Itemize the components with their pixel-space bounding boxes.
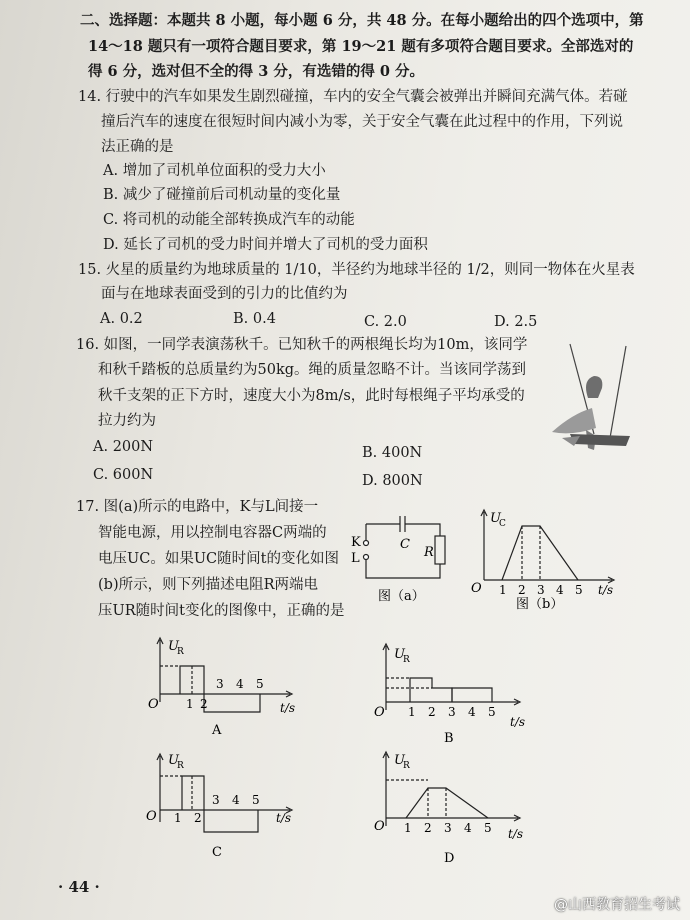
choice-d-ylabel: U bbox=[394, 753, 405, 768]
choice-c-letter: C bbox=[212, 845, 222, 860]
choice-a-tick: 1 bbox=[186, 697, 194, 711]
q15-stem-line1: 15. 火星的质量约为地球质量的 1/10，半径约为地球半径的 1/2，则同一物体在火星表 bbox=[78, 262, 635, 278]
section-title-line1: 二、选择题：本题共 8 小题，每小题 6 分，共 48 分。在每小题给出的四个选项中，第 bbox=[80, 12, 644, 29]
q14-option-a: A. 增加了司机单位面积的受力大小 bbox=[103, 163, 326, 179]
choice-a-xlabel: t/s bbox=[280, 701, 296, 715]
q17-stem-line3: 电压UC。如果UC随时间t的变化如图 bbox=[98, 551, 339, 567]
choice-d-tick: 5 bbox=[484, 821, 492, 835]
q14-stem-line2: 撞后汽车的速度在很短时间内减小为零，关于安全气囊在此过程中的作用，下列说 bbox=[101, 114, 623, 130]
graph-b-tick: 4 bbox=[556, 583, 564, 597]
choice-d-tick: 2 bbox=[424, 821, 432, 835]
q14-stem-line1: 14. 行驶中的汽车如果发生剧烈碰撞，车内的安全气囊会被弹出并瞬间充满气体。若碰 bbox=[78, 89, 628, 105]
choice-d-origin: O bbox=[374, 819, 385, 834]
section-title-line3: 得 6 分，选对但不全的得 3 分，有选错的得 0 分。 bbox=[88, 63, 425, 80]
choice-d-xlabel: t/s bbox=[508, 827, 524, 841]
q16-option-b: B. 400N bbox=[362, 445, 423, 461]
choice-d-letter: D bbox=[444, 851, 455, 866]
graph-b-origin: O bbox=[471, 581, 482, 596]
choice-a-ysub: R bbox=[177, 647, 184, 657]
choice-a-tick: 3 bbox=[216, 677, 224, 691]
swing-illustration bbox=[540, 338, 642, 458]
choice-c-ysub: R bbox=[177, 761, 184, 771]
choice-b-tick: 5 bbox=[488, 705, 496, 719]
q15-stem-line2: 面与在地球表面受到的引力的比值约为 bbox=[101, 286, 348, 302]
choice-c-tick: 2 bbox=[194, 811, 202, 825]
choice-b-origin: O bbox=[374, 705, 385, 720]
choice-b-tick: 4 bbox=[468, 705, 476, 719]
choice-c-tick: 4 bbox=[232, 793, 240, 807]
choice-a-origin: O bbox=[148, 697, 159, 712]
q16-stem-line4: 拉力约为 bbox=[98, 413, 156, 429]
q15-option-d: D. 2.5 bbox=[494, 314, 538, 330]
section-title-line2: 14～18 题只有一项符合题目要求，第 19～21 题有多项符合题目要求。全部选对的 bbox=[88, 38, 634, 55]
choice-d-graph bbox=[368, 746, 548, 868]
choice-d-tick: 1 bbox=[404, 821, 412, 835]
q16-stem-line3: 秋千支架的正下方时，速度大小为8m/s，此时每根绳子平均承受的 bbox=[98, 388, 525, 404]
q16-stem-line1: 16. 如图，一同学表演荡秋千。已知秋千的两根绳长均为10m，该同学 bbox=[76, 337, 528, 353]
q15-option-a: A. 0.2 bbox=[100, 311, 143, 327]
graph-b-tick: 3 bbox=[537, 583, 545, 597]
choice-a-tick: 4 bbox=[236, 677, 244, 691]
graph-b-ysub: C bbox=[499, 519, 506, 529]
choice-a-tick: 2 bbox=[200, 697, 208, 711]
q16-stem-line2: 和秋千踏板的总质量约为50kg。绳的质量忽略不计。当该同学荡到 bbox=[98, 362, 527, 378]
choice-c-tick: 3 bbox=[212, 793, 220, 807]
q17-stem-line5: 压UR随时间t变化的图像中，正确的是 bbox=[98, 603, 345, 619]
circuit-label-l: L bbox=[351, 551, 360, 566]
choice-b-ysub: R bbox=[403, 655, 410, 665]
q17-stem-line1: 17. 图(a)所示的电路中，K与L间接一 bbox=[76, 499, 319, 515]
choice-b-graph bbox=[368, 636, 548, 748]
choice-a-graph bbox=[140, 632, 320, 740]
choice-a-letter: A bbox=[212, 723, 222, 738]
q14-option-b: B. 减少了碰撞前后司机动量的变化量 bbox=[103, 187, 341, 203]
q16-option-c: C. 600N bbox=[93, 467, 154, 483]
choice-d-tick: 3 bbox=[444, 821, 452, 835]
choice-c-origin: O bbox=[146, 809, 157, 824]
choice-c-tick: 1 bbox=[174, 811, 182, 825]
choice-b-tick: 3 bbox=[448, 705, 456, 719]
q16-option-d: D. 800N bbox=[362, 473, 423, 489]
q17-stem-line2: 智能电源，用以控制电容器C两端的 bbox=[98, 525, 327, 541]
q14-option-d: D. 延长了司机的受力时间并增大了司机的受力面积 bbox=[103, 237, 428, 253]
graph-b-tick: 1 bbox=[499, 583, 507, 597]
q15-option-b: B. 0.4 bbox=[233, 311, 276, 327]
graph-b-tick: 2 bbox=[518, 583, 526, 597]
graph-b-caption: 图（b） bbox=[516, 597, 564, 612]
choice-b-tick: 2 bbox=[428, 705, 436, 719]
page-number: · 44 · bbox=[58, 878, 100, 896]
choice-b-ylabel: U bbox=[394, 647, 405, 662]
choice-a-ylabel: U bbox=[168, 639, 179, 654]
choice-d-tick: 4 bbox=[464, 821, 472, 835]
q14-stem-line3: 法正确的是 bbox=[101, 139, 174, 155]
q16-option-a: A. 200N bbox=[93, 439, 154, 455]
choice-b-tick: 1 bbox=[408, 705, 416, 719]
circuit-label-k: K bbox=[351, 535, 361, 550]
circuit-caption: 图（a） bbox=[378, 589, 425, 604]
circuit-label-c: C bbox=[400, 537, 410, 552]
watermark-weibo: @山西教育招生考试 bbox=[554, 897, 680, 913]
q17-stem-line4: (b)所示，则下列描述电阻R两端电 bbox=[98, 577, 319, 593]
choice-c-ylabel: U bbox=[168, 753, 179, 768]
choice-d-ysub: R bbox=[403, 761, 410, 771]
choice-c-tick: 5 bbox=[252, 793, 260, 807]
q14-option-c: C. 将司机的动能全部转换成汽车的动能 bbox=[103, 212, 355, 228]
choice-c-xlabel: t/s bbox=[276, 811, 292, 825]
circuit-label-r: R bbox=[424, 545, 434, 560]
choice-b-letter: B bbox=[444, 731, 454, 746]
circuit-diagram-a bbox=[344, 508, 464, 606]
graph-b-uc-vs-t bbox=[466, 504, 626, 614]
choice-b-xlabel: t/s bbox=[510, 715, 526, 729]
q15-option-c: C. 2.0 bbox=[364, 314, 407, 330]
choice-c-graph bbox=[140, 750, 320, 862]
choice-a-tick: 5 bbox=[256, 677, 264, 691]
graph-b-xlabel: t/s bbox=[598, 583, 614, 597]
graph-b-tick: 5 bbox=[575, 583, 583, 597]
graph-b-ylabel: U bbox=[490, 511, 501, 526]
